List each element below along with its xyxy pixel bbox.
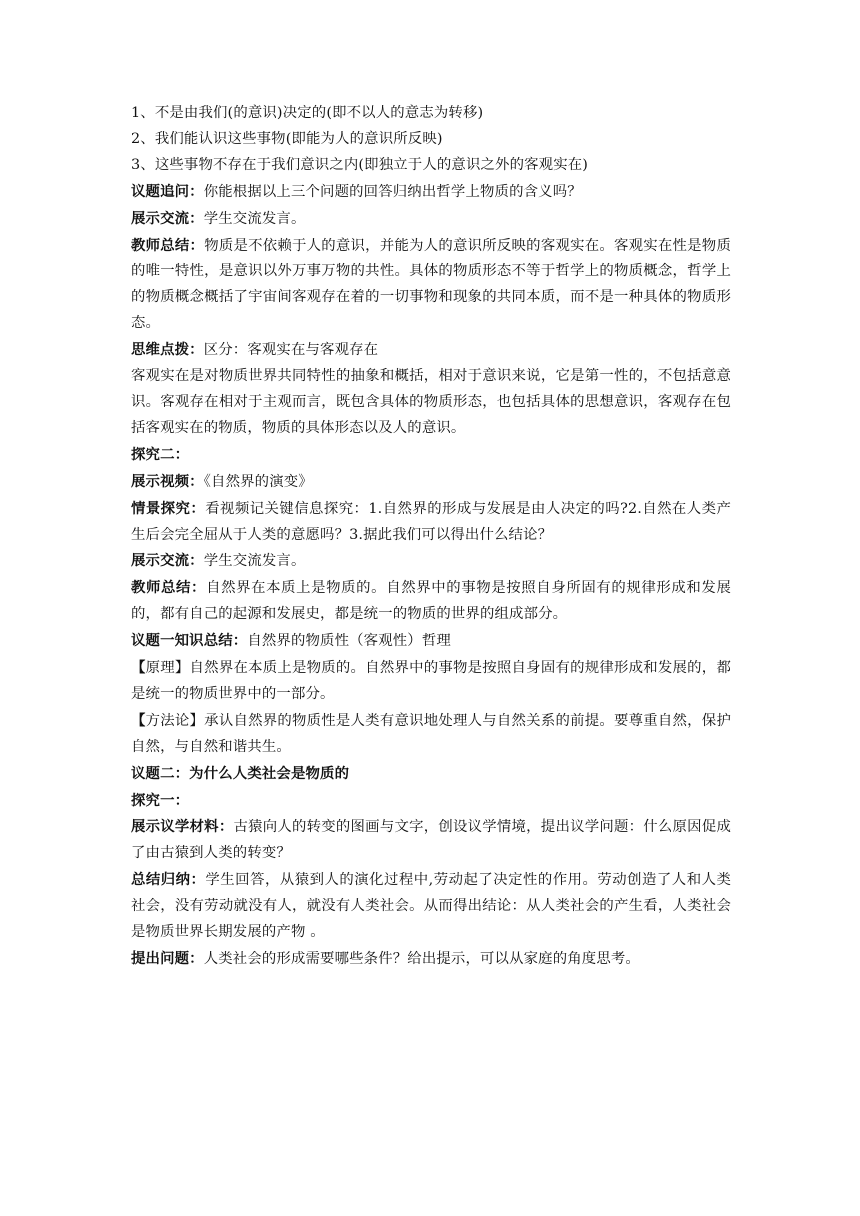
paragraph-3 [131,153,731,179]
paragraph-21 [131,946,731,973]
paragraph-1 [131,101,731,127]
paragraph-19 [131,814,731,867]
paragraph-text: 自然界的物质性（客观性）哲理 [247,633,451,650]
paragraph-4 [131,179,731,206]
paragraph-text: 人类社会的形成需要哪些条件？给出提示，可以从家庭的角度思考。 [203,951,640,967]
paragraph-text: 《自然界的演变》 [203,473,313,490]
paragraph-16 [131,708,731,761]
paragraph-15 [131,655,731,708]
section-heading: 议题二：为什么人类社会是物质的 [131,764,350,782]
paragraph-text: 你能根据以上三个问题的回答归纳出哲学上物质的含义吗？ [203,183,582,200]
paragraph-text: 2、我们能认识这些事物(即能为人的意识所反映) [131,130,443,147]
paragraph-7 [131,337,731,364]
paragraph-6 [131,233,731,338]
paragraph-text: 1、不是由我们(的意识)决定的(即不以人的意志为转移) [131,105,484,121]
paragraph-label: 思维点拨： [131,341,204,359]
paragraph-label: 议题一知识总结： [131,632,248,650]
paragraph-text: 区分：客观实在与客观存在 [203,342,379,359]
paragraph-9 [131,442,731,469]
paragraph-11 [131,496,731,549]
paragraph-label: 教师总结： [131,236,205,254]
paragraph-label: 议题追问： [131,182,204,200]
paragraph-8 [131,364,731,442]
paragraph-text: 学生交流发言。 [203,210,306,227]
document-body [131,101,731,973]
paragraph-label: 提出问题： [131,950,204,967]
section-heading: 探究一： [131,791,190,809]
section-heading: 探究二： [131,445,190,463]
paragraph-14 [131,628,731,655]
paragraph-10 [131,469,731,496]
paragraph-text: 古猿向人的转变的图画与文字，创设议学情境，提出议学问题：什么原因促成了由古猿到人类的转变？ [131,819,731,862]
paragraph-text: 自然界在本质上是物质的。自然界中的事物是按照自身所固有的规律形成和发展的，都有自己的起源和发展史，都是统一的物质的世界的组成部分。 [131,580,731,623]
paragraph-label: 【 [131,659,146,677]
paragraph-label: 教师总结： [131,579,207,597]
paragraph-12 [131,548,731,575]
paragraph-label: 情景探究： [131,499,206,517]
paragraph-13 [131,575,731,628]
paragraph-text: 方法论】承认自然界的物质性是人类有意识地处理人与自然关系的前提。要尊重自然，保护自然，与自然和谐共生。 [131,712,731,755]
paragraph-20 [131,867,731,946]
paragraph-text: 学生交流发言。 [203,553,306,570]
paragraph-text: 物质是不依赖于人的意识，并能为人的意识所反映的客观实在。客观实在性是物质的唯一特性，是意识以外万事万物的共性。具体的物质形态不等于哲学上的物质概念，哲学上的物质概念概括了宇宙间客观存在着的一切事物和现象的共同本质，而不是一种具体的物质形态。 [131,237,731,332]
paragraph-5 [131,206,731,233]
paragraph-label: 展示交流： [131,552,204,570]
paragraph-text: 3、这些事物不存在于我们意识之内(即独立于人的意识之外的客观实在) [131,156,589,173]
paragraph-label: 总结归纳： [131,871,206,889]
paragraph-label: 展示交流： [131,209,204,227]
paragraph-label: 展示视频： [131,472,204,490]
paragraph-label: 展示议学材料： [131,818,234,836]
paragraph-18 [131,788,731,815]
paragraph-17 [131,761,731,788]
paragraph-text: 学生回答，从猿到人的演化过程中,劳动起了决定性的作用。劳动创造了人和人类社会，没有劳动就没有人，就没有人类社会。从而得出结论：从人类社会的产生看，人类社会是物质世界长期发展的产物 。 [131,872,731,941]
paragraph-text: 原理】自然界在本质上是物质的。自然界中的事物是按照自身固有的规律形成和发展的，都是统一的物质世界中的一部分。 [131,660,731,702]
paragraph-text: 客观实在是对物质世界共同特性的抽象和概括，相对于意识来说，它是第一性的，不包括意意识。客观存在相对于主观而言，既包含具体的物质形态，也包括具体的思想意识，客观存在包括客观实在的物质，物质的具体形态以及人的意识。 [131,368,731,436]
paragraph-label: 【 [131,711,146,729]
paragraph-2 [131,127,731,153]
paragraph-text: 看视频记关键信息探究：1.自然界的形成与发展是由人决定的吗?2.自然在人类产生后会完全屈从于人类的意愿吗？3.据此我们可以得出什么结论？ [131,500,731,543]
